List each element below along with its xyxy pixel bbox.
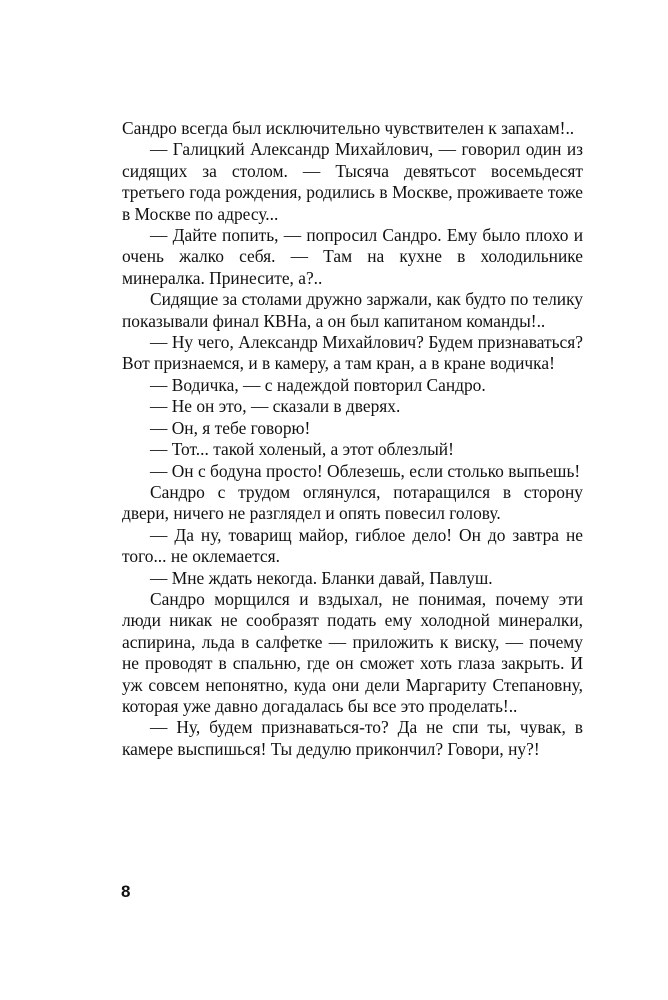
paragraph-15: — Ну, будем признаваться-то? Да не спи ты, чувак, в камере выспишься! Ты дедулю прикончил? Говори, ну?!	[122, 717, 583, 759]
paragraph-4: Сидящие за столами дружно заржали, как будто по телику показывали финал КВНа, а он был капитаном команды!..	[122, 289, 583, 331]
paragraph-12: — Да ну, товарищ майор, гиблое дело! Он до завтра не того... не оклемается.	[122, 524, 583, 567]
page-body-text	[122, 118, 583, 760]
paragraph-14: Сандро морщился и вздыхал, не понимая, почему эти люди никак не сообразят подать ему холодной минералки, аспирина, льда в салфетке — приложить к виску, — почему не проводят в спальню, где он сможет хоть глаза закрыть. И уж совсем непонятно, куда они дели Маргариту Степановну, которая уже давно догадалась бы все это проделать!..	[122, 588, 583, 716]
paragraph-7: — Не он это, — сказали в дверях.	[150, 396, 401, 417]
page-number: 8	[121, 882, 131, 901]
paragraph-2: — Галицкий Александр Михайлович, — говорил один из сидящих за столом. — Тысяча девятьсот восемьдесят третьего года рождения, родились в Москве, проживаете тоже в Москве по адресу...	[122, 139, 583, 224]
paragraph-6: — Водичка, — с надеждой повторил Сандро.	[150, 374, 486, 395]
paragraph-1: Сандро всегда был исключительно чувствителен к запахам!..	[122, 118, 575, 138]
paragraph-11: Сандро с трудом оглянулся, потаращился в сторону двери, ничего не разглядел и опять повесил голову.	[122, 481, 583, 524]
paragraph-8: — Он, я тебе говорю!	[150, 417, 311, 438]
paragraph-13: — Мне ждать некогда. Бланки давай, Павлуш.	[150, 567, 493, 588]
paragraph-10: — Он с бодуна просто! Облезешь, если столько выпьешь!	[150, 460, 581, 481]
paragraph-3: — Дайте попить, — попросил Сандро. Ему было плохо и очень жалко себя. — Там на кухне в холодильнике минералка. Принесите, а?..	[122, 225, 583, 288]
paragraph-5: — Ну чего, Александр Михайлович? Будем признаваться? Вот признаемся, и в камеру, а там кран, а в кране водичка!	[122, 332, 583, 374]
paragraph-9: — Тот... такой холеный, а этот облезлый!	[150, 439, 454, 460]
